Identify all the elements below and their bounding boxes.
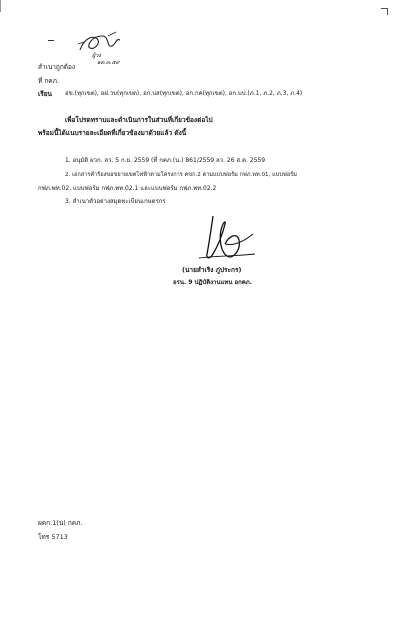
- footer-department-code: ผคก.1(น) กคภ.: [38, 519, 83, 527]
- dash-mark: [48, 40, 54, 41]
- enclosure-item-1: 1. อนุมัติ ผวก. ลว. 5 ก.ย. 2559 (ที่ กคภ.(น.) 861/2559 ลว. 26 ส.ค. 2559: [65, 157, 266, 164]
- recipients-list: อข.(ทุกเขต), อฝ.วบ(ทุกเขต), อก.บส(ทุกเขต), อก.กค(ทุกเขต), อก.บป.(ภ.1, ภ.2, ภ.3, ภ.4): [65, 90, 303, 97]
- page-edge-mark: [0, 0, 1, 12]
- signatory-name: (นายสำเริง ภู่ประกร): [182, 266, 242, 274]
- enclosure-item-2-line-2: กฟภ.พท.02, แบบฟอร์ม กฟภ.พท.02.1 และแบบฟอร์ม กฟภ.พท.02.2: [38, 185, 217, 192]
- copy-certified-label: สำเนาถูกต้อง: [38, 63, 76, 71]
- enclosure-item-2-line-1: 2. เอกสารคำร้องขอขยายเขตไฟฟ้าตามโครงการ คขก.2 ตามแบบฟอร์ม กฟภ.พท.01, แบบฟอร์ม: [65, 172, 297, 178]
- intro-line-1: เพื่อโปรดทราบและดำเนินการในส่วนที่เกี่ยวข้องต่อไป: [65, 116, 213, 124]
- handwritten-signature: [195, 210, 265, 270]
- stamp-date: ๑๓.๓.๕๙: [97, 60, 120, 66]
- footer-phone: โทร 5713: [38, 533, 68, 541]
- page-corner-mark: [381, 8, 388, 15]
- reference-number: ที่ กคภ.: [38, 77, 59, 85]
- recipients-label: เรียน: [38, 90, 52, 98]
- intro-line-2: พร้อมนี้ได้แนบรายละเอียดที่เกี่ยวข้องมาด้วยแล้ว ดังนี้: [38, 129, 187, 137]
- signatory-title: อรน. 9 ปฏิบัติงานแทน อกคภ.: [173, 279, 252, 286]
- enclosure-item-3: 3. สำเนาตัวอย่างสมุดทะเบียนเกษตรกร: [65, 198, 166, 205]
- stamp-initial-text: ผู้วง: [92, 53, 101, 59]
